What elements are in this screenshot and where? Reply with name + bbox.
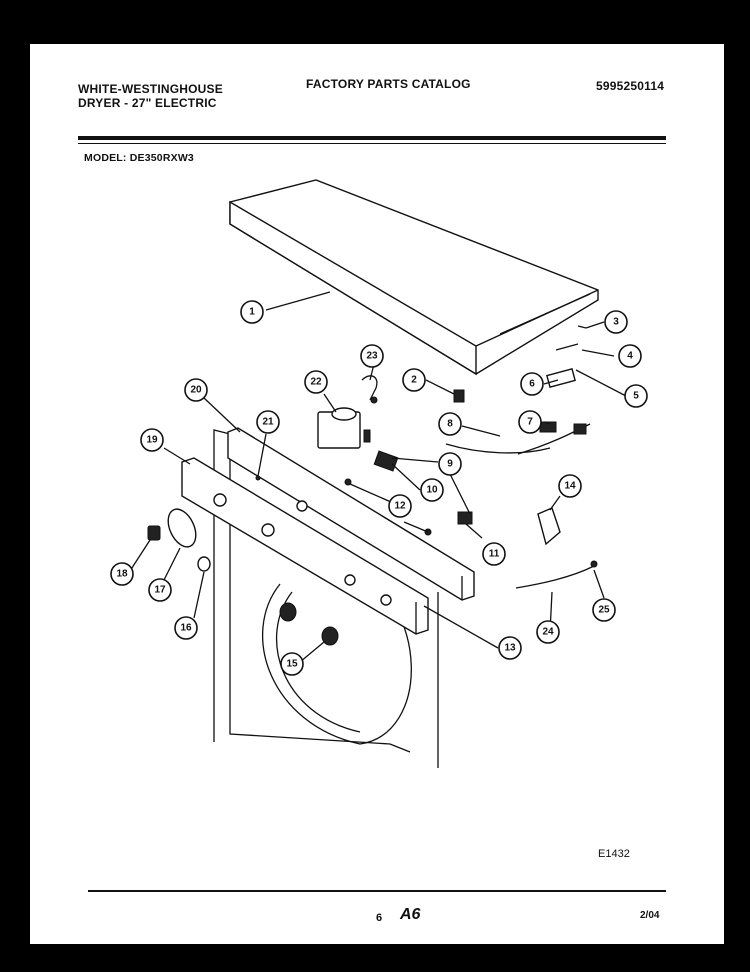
svg-text:4: 4: [627, 350, 633, 362]
svg-text:18: 18: [116, 568, 128, 580]
callout-3: [605, 311, 627, 333]
diagram-code: E1432: [598, 848, 630, 860]
svg-text:6: 6: [529, 378, 535, 390]
svg-text:20: 20: [190, 384, 202, 396]
svg-text:9: 9: [447, 458, 453, 470]
callout-8: [439, 413, 461, 435]
callout-5: [625, 385, 647, 407]
callout-25: [593, 599, 615, 621]
callout-1: [241, 301, 263, 323]
callout-22: [305, 371, 327, 393]
callout-13: [499, 637, 521, 659]
svg-text:10: 10: [426, 484, 438, 496]
svg-text:14: 14: [564, 480, 576, 492]
svg-text:13: 13: [504, 642, 516, 654]
callout-11: [483, 543, 505, 565]
brand-line-1: WHITE-WESTINGHOUSE: [78, 82, 223, 96]
callout-19: [141, 429, 163, 451]
callout-9: [439, 453, 461, 475]
page-code: A6: [400, 906, 421, 923]
svg-text:5: 5: [633, 390, 639, 402]
svg-text:23: 23: [366, 350, 378, 362]
page-number: 6: [376, 912, 383, 924]
callout-14: [559, 475, 581, 497]
svg-text:16: 16: [180, 622, 192, 634]
svg-text:3: 3: [613, 316, 619, 328]
svg-text:15: 15: [286, 658, 298, 670]
brand-line-2: DRYER - 27" ELECTRIC: [78, 96, 217, 110]
catalog-title: FACTORY PARTS CATALOG: [306, 77, 471, 91]
svg-text:2: 2: [411, 374, 417, 386]
svg-text:7: 7: [527, 416, 533, 428]
svg-text:17: 17: [154, 584, 166, 596]
svg-text:22: 22: [310, 376, 322, 388]
top-panel: [230, 180, 598, 374]
callout-12: [389, 495, 411, 517]
callout-6: [521, 373, 543, 395]
catalog-page: [30, 44, 724, 944]
footer-rule: [88, 890, 666, 892]
callout-23: [361, 345, 383, 367]
svg-text:11: 11: [488, 548, 500, 560]
part-number: 5995250114: [596, 79, 665, 93]
model-label: MODEL: DE350RXW3: [84, 152, 194, 164]
revision-date: 2/04: [640, 910, 660, 921]
svg-text:24: 24: [542, 626, 554, 638]
svg-text:21: 21: [262, 416, 274, 428]
callout-17: [149, 579, 171, 601]
svg-text:19: 19: [146, 434, 158, 446]
exploded-parts-diagram: [30, 44, 724, 944]
callout-18: [111, 563, 133, 585]
callout-24: [537, 621, 559, 643]
callout-2: [403, 369, 425, 391]
callout-16: [175, 617, 197, 639]
callout-20: [185, 379, 207, 401]
svg-text:1: 1: [249, 306, 255, 318]
callout-10: [421, 479, 443, 501]
callout-15: [281, 653, 303, 675]
callout-4: [619, 345, 641, 367]
callout-7: [519, 411, 541, 433]
svg-text:8: 8: [447, 418, 453, 430]
svg-text:12: 12: [394, 500, 406, 512]
callout-21: [257, 411, 279, 433]
svg-text:25: 25: [598, 604, 610, 616]
